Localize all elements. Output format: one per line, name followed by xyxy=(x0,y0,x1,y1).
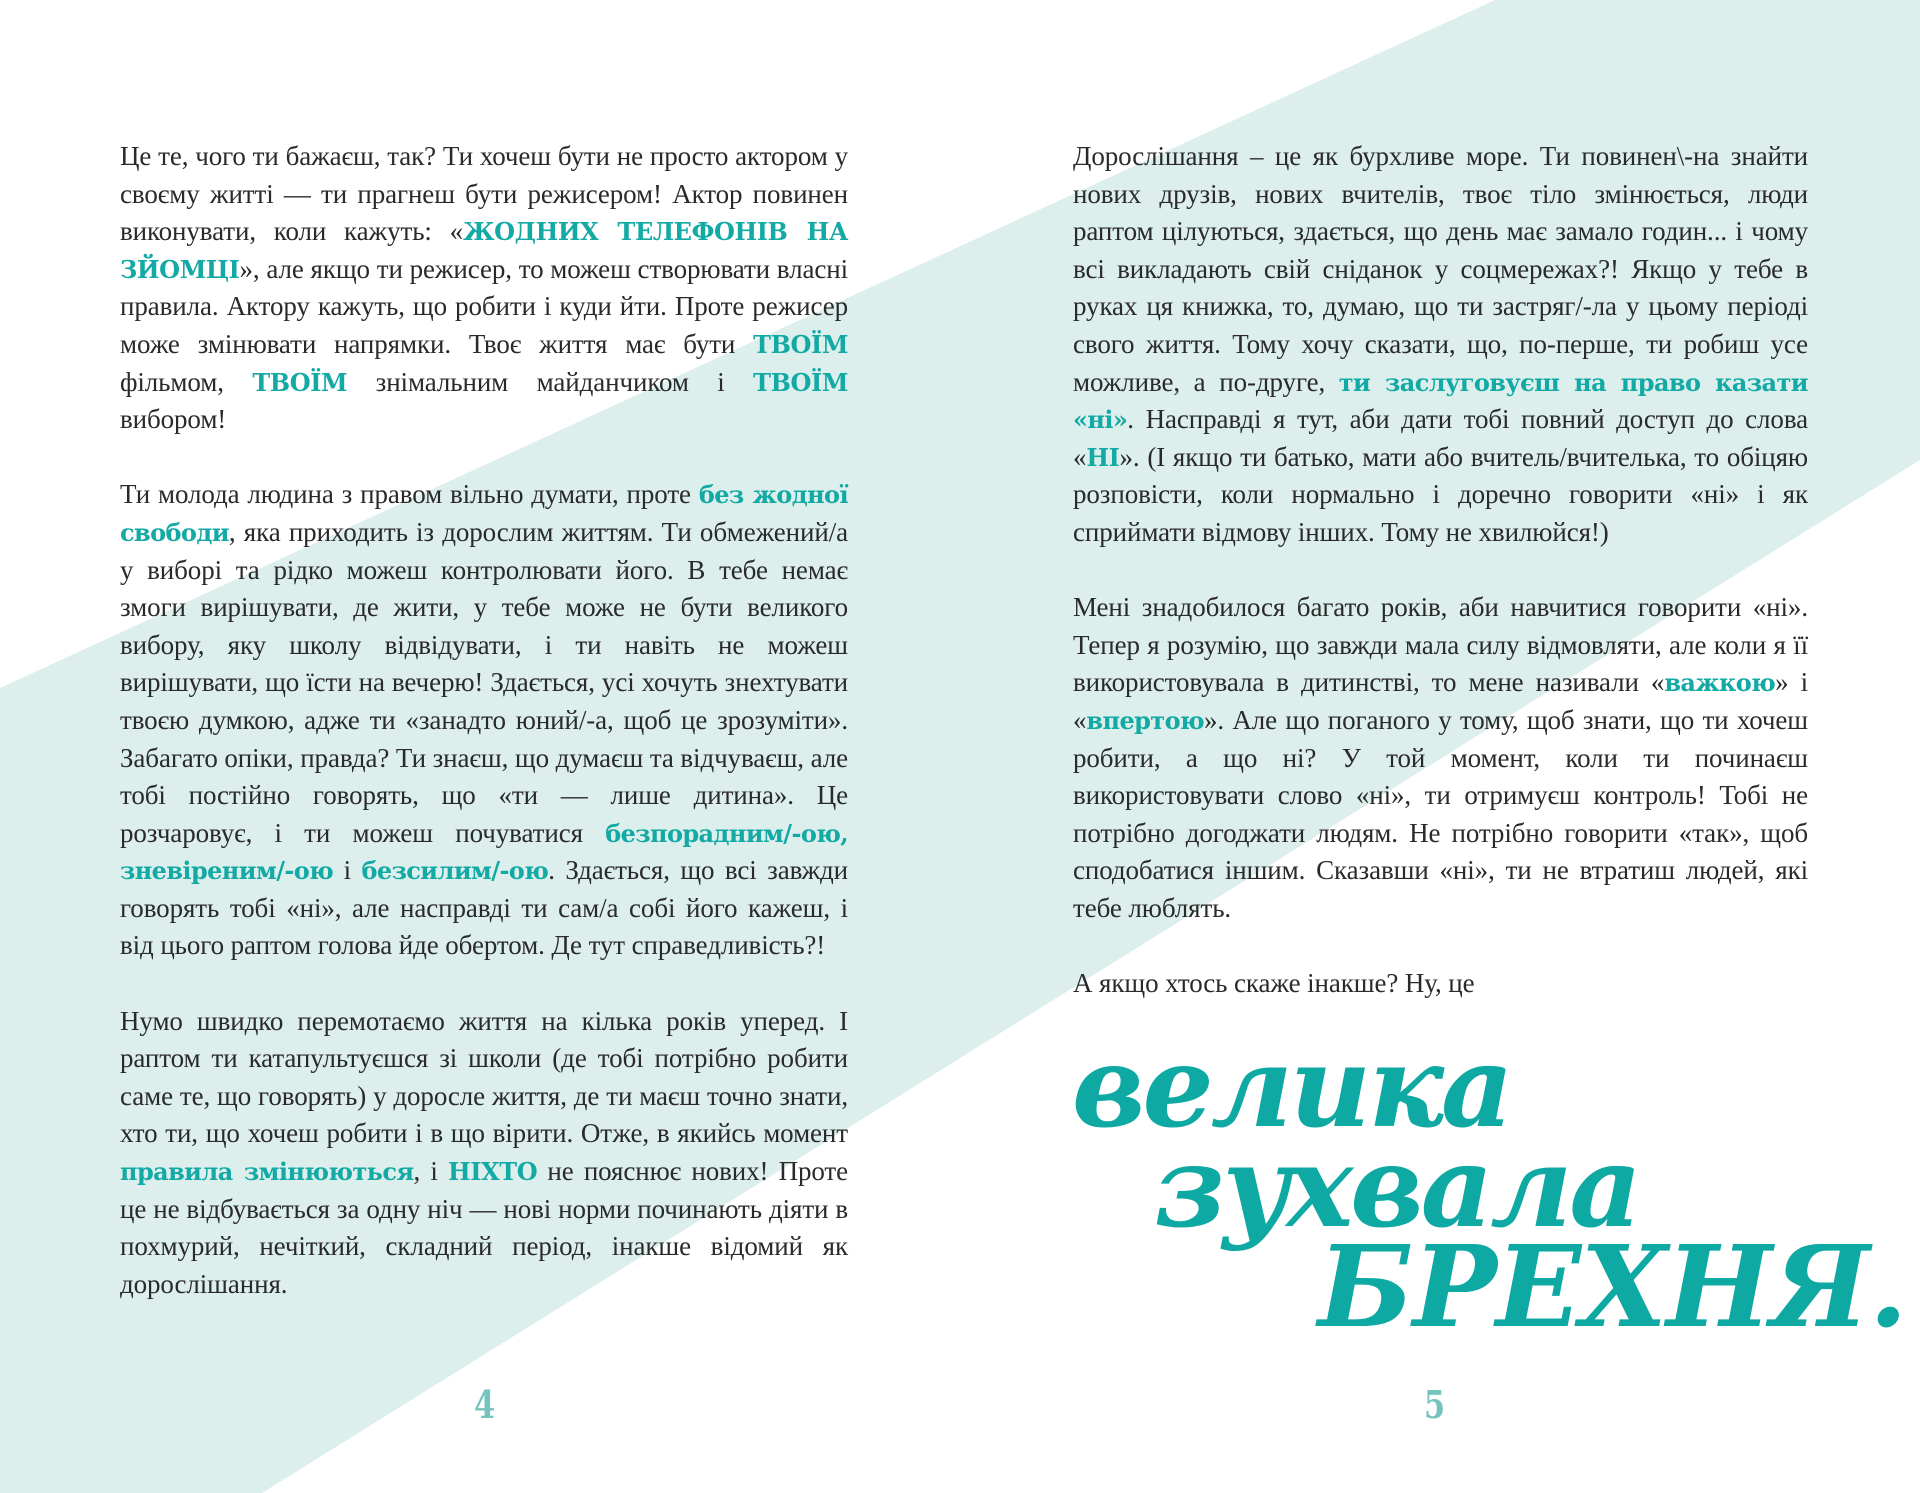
big-quote-headline xyxy=(1072,1022,1907,1353)
paragraph: Мені знадобилося багато років, аби навчитися говорити «ні». Тепер я розумію, що завжди мала силу відмовляти, але коли я її використовувала в дитинстві, то мене називали «важкою» і «впертою». Але що поганого у тому, щоб знати, що ти хочеш робити, а що ні? У той момент, коли ти починаєш використовувати слово «ні», ти отримуєш контроль! Тобі не потрібно догоджати людям. Не потрібно говорити «так», щоб сподобатися іншим. Сказавши «ні», ти не втратиш людей, які тебе люблять. xyxy=(1073,592,1809,923)
page-number-right: 5 xyxy=(1424,1382,1446,1427)
highlighted-phrase: правила змінюються xyxy=(120,1157,414,1187)
highlighted-phrase: ТВОЇМ xyxy=(753,367,849,397)
highlighted-phrase: ТВОЇМ xyxy=(753,329,848,359)
highlighted-phrase: безсилим/-ою xyxy=(361,856,549,886)
page-number-left: 4 xyxy=(474,1382,496,1427)
big-quote-line-1: велика xyxy=(1072,1022,1511,1153)
highlighted-phrase: безпорадним/-ою, зневіреним/-ою xyxy=(120,818,848,886)
big-quote-line-2: зухвала xyxy=(1154,1122,1639,1253)
right-page-text-column xyxy=(1073,138,1808,1040)
paragraph: А якщо хтось скаже інакше? Ну, це xyxy=(1073,968,1475,999)
highlighted-phrase: без жодної свободи xyxy=(120,480,848,547)
paragraph: Ти молода людина з правом вільно думати, проте без жодної свободи, яка приходить із дорослим життям. Ти обмежений/а у виборі та рідко можеш контролювати його. В тебе немає змоги вирішувати, де жити, у тебе може не бути великого вибору, яку школу відвідувати, і ти навіть не можеш вирішувати, що їсти на вечерю! Здається, усі хочуть знехтувати твоєю думкою, адже ти «занадто юний/-а, щоб це зрозуміти». Забагато опіки, правда? Ти знаєш, що думаєш та відчуваєш, але тобі постійно говорять, що «ти — лише дитина». Це розчаровує, і ти можеш почуватися безпорадним/-ою, зневіреним/-ою і безсилим/-ою. Здається, що всі завжди говорять тобі «ні», але насправді ти сам/а собі його кажеш, і від цього раптом голова йде обертом. Де тут справедливість?! xyxy=(120,479,849,961)
highlighted-phrase: ТВОЇМ xyxy=(252,367,348,397)
paragraph: Це те, чого ти бажаєш, так? Ти хочеш бути не просто актором у своєму житті — ти прагнеш бути режисером! Актор повинен виконувати, коли кажуть: «ЖОДНИХ ТЕЛЕФОНІВ НА ЗЙОМЦІ», але якщо ти режисер, то можеш створювати власні правила. Актору кажуть, що робити і куди йти. Проте режисер може змінювати напрямки. Твоє життя має бути ТВОЇМ фільмом, ТВОЇМ знімальним майданчиком і ТВОЇМ вибором! xyxy=(120,141,849,435)
highlighted-phrase: важкою xyxy=(1664,668,1776,698)
left-page-text-column xyxy=(120,138,848,1341)
right-page xyxy=(960,0,1920,1493)
paragraph: Нумо швидко перемотаємо життя на кілька років уперед. І раптом ти катапультуєшся зі школи (де тобі потрібно робити саме те, що говорять) у доросле життя, де ти маєш точно знати, хто ти, що хочеш робити і в що вірити. Отже, в якийсь момент правила змінюються, і НІХТО не пояснює нових! Проте це не відбувається за одну ніч — нові норми починають діяти в похмурий, нечіткий, складний період, інакше відомий як дорослішання. xyxy=(120,1005,848,1299)
highlighted-phrase: ти заслуговуєш на право казати «ні» xyxy=(1073,367,1808,435)
highlighted-phrase: НІ xyxy=(1086,442,1120,472)
big-quote-line-3: БРЕХНЯ. xyxy=(1318,1222,1907,1353)
highlighted-phrase: НІХТО xyxy=(447,1157,538,1187)
highlighted-phrase: ЖОДНИХ ТЕЛЕФОНІВ НА ЗЙОМЦІ xyxy=(120,217,849,284)
paragraph: Дорослішання – це як бурхливе море. Ти повинен\-на знайти нових друзів, нових вчителів, твоє тіло змінюється, люди раптом цілуються, здається, що день має замало годин... і чому всі викладають свій сніданок у соцмережах?! Якщо у тебе в руках ця книжка, то, думаю, що ти застряг/-ла у цьому періоді свого життя. Тому хочу сказати, що, по-перше, ти робиш усе можливе, а по-друге, ти заслуговуєш на право казати «ні». Насправді я тут, аби дати тобі повний доступ до слова «НІ». (І якщо ти батько, мати або вчитель/вчителька, то обіцяю розповісти, коли нормально і доречно говорити «ні» і як сприймати відмову інших. Тому не хвилюйся!) xyxy=(1073,141,1808,547)
highlighted-phrase: впертою xyxy=(1086,705,1204,735)
